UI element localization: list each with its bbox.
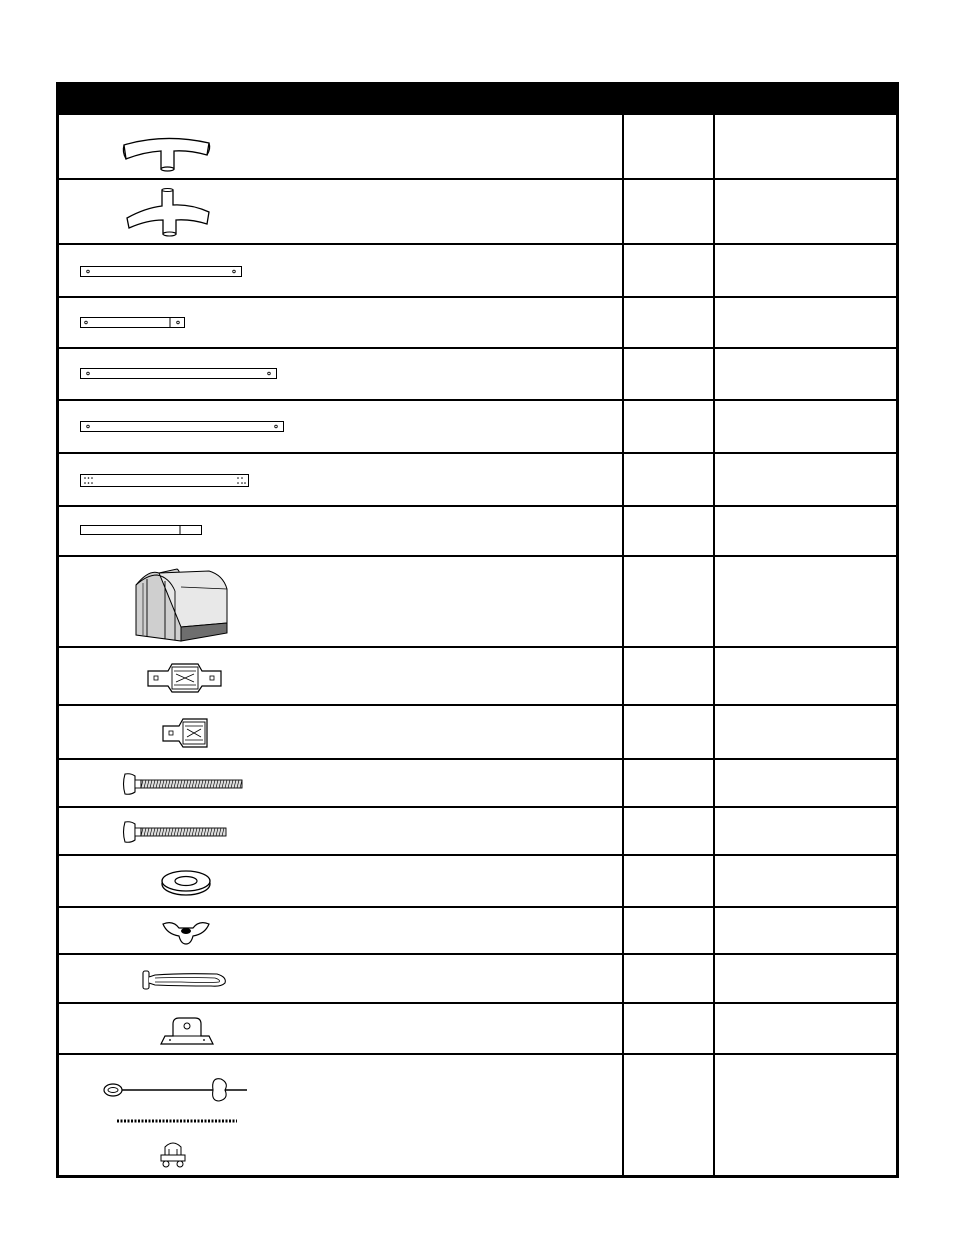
table-row [59,806,896,856]
part-image-cell [59,557,622,648]
part-image-cell [59,908,622,955]
quantity-cell [624,808,713,856]
washer-icon [160,868,212,898]
quantity-cell [624,1055,713,1175]
description-cell [715,507,896,557]
table-row [59,953,896,1004]
table-row [59,758,896,808]
part-image-cell [59,955,622,1004]
table-row [59,178,896,245]
part-image-cell [59,706,622,760]
part-image-cell [59,760,622,808]
foot-plate-icon [159,1014,215,1046]
description-cell [715,298,896,349]
quantity-cell [624,856,713,908]
part-image-cell [59,349,622,401]
tube-icon [80,368,280,380]
tube-icon [80,317,188,329]
table-row [59,505,896,557]
bolt-icon [123,820,229,844]
part-image-cell [59,648,622,706]
tube-icon [80,266,244,278]
tube-icon [80,525,205,537]
part-image-cell [59,245,622,298]
part-image-cell [59,115,622,180]
part-image-cell [59,808,622,856]
quantity-cell [624,115,713,180]
quantity-cell [624,245,713,298]
tee-connector-icon [119,133,214,173]
quantity-cell [624,706,713,760]
description-cell [715,856,896,908]
description-cell [715,349,896,401]
quantity-cell [624,760,713,808]
quantity-cell [624,507,713,557]
quantity-cell [624,955,713,1004]
table-row [59,347,896,401]
table-row [59,1053,896,1175]
tube-icon [80,421,287,433]
shelter-cover-icon [131,565,231,645]
quantity-cell [624,349,713,401]
part-image-cell [59,1004,622,1055]
table-row [59,296,896,349]
wing-nut-icon [161,918,211,946]
table-row [59,646,896,706]
part-image-cell [59,298,622,349]
description-cell [715,245,896,298]
part-image-cell [59,856,622,908]
description-cell [715,401,896,454]
table-row [59,115,896,180]
quantity-cell [624,401,713,454]
anchor-kit-icon [101,1073,251,1173]
quantity-cell [624,557,713,648]
table-row [59,399,896,454]
description-cell [715,908,896,955]
table-row [59,452,896,507]
table-row [59,1002,896,1055]
part-image-cell [59,454,622,507]
description-cell [715,760,896,808]
table-row [59,906,896,955]
bungee-icon [141,967,229,993]
description-cell [715,648,896,706]
table-header [59,85,896,115]
description-cell [715,1055,896,1175]
part-image-cell [59,180,622,245]
quantity-cell [624,180,713,245]
description-cell [715,115,896,180]
description-cell [715,180,896,245]
tube-icon [80,474,252,488]
bolt-icon [123,772,245,796]
bracket-icon [161,717,211,751]
bracket-icon [146,662,224,694]
description-cell [715,955,896,1004]
quantity-cell [624,298,713,349]
table-row [59,704,896,760]
part-image-cell [59,1055,622,1175]
part-image-cell [59,401,622,454]
description-cell [715,808,896,856]
quantity-cell [624,1004,713,1055]
parts-table [56,82,899,1178]
cross-connector-icon [123,188,213,238]
quantity-cell [624,454,713,507]
quantity-cell [624,648,713,706]
table-row [59,243,896,298]
quantity-cell [624,908,713,955]
table-row [59,555,896,648]
description-cell [715,1004,896,1055]
description-cell [715,557,896,648]
description-cell [715,706,896,760]
part-image-cell [59,507,622,557]
description-cell [715,454,896,507]
table-row [59,854,896,908]
